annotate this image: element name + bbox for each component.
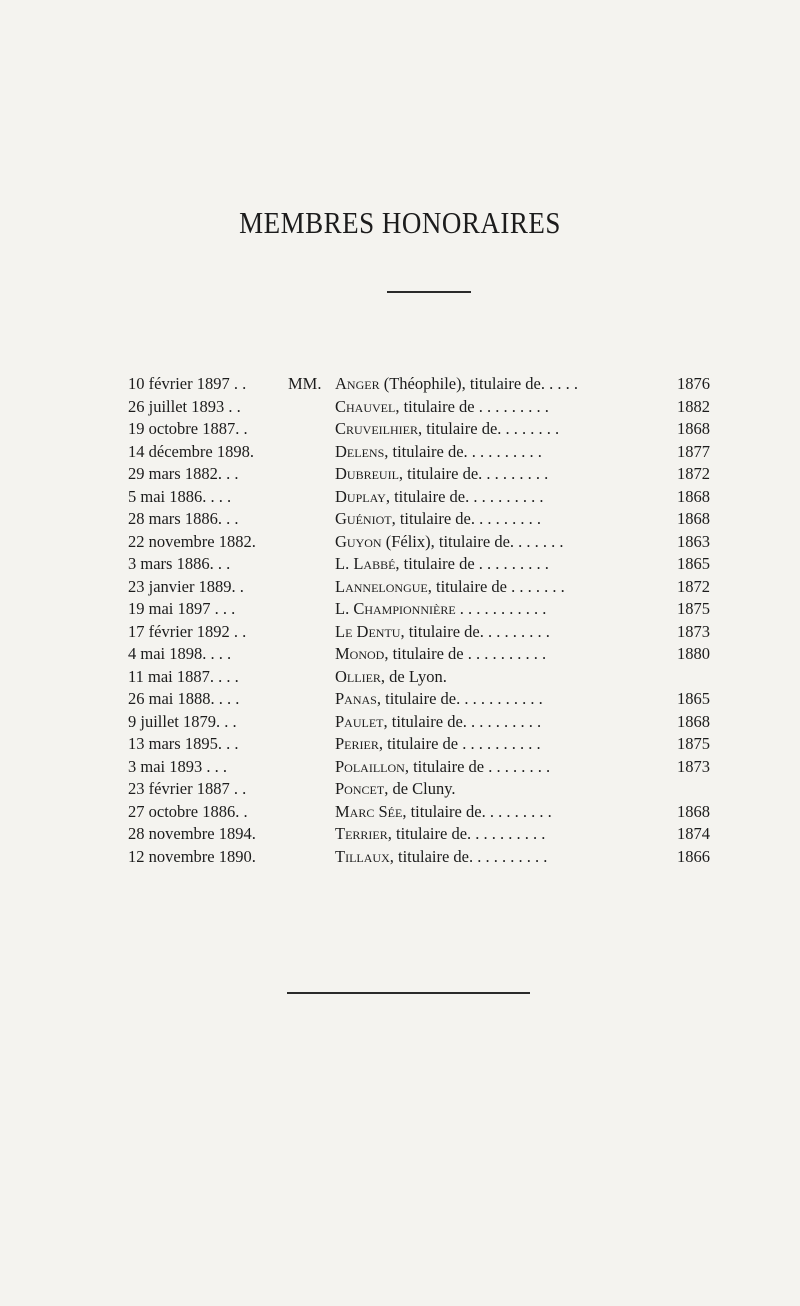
member-row [0,418,800,441]
member-detail: , titulaire de. . . . . . . . . [391,509,541,528]
member-year: 1876 [677,374,710,393]
member-date: 17 février 1892 . . [128,621,247,641]
member-row [0,373,800,396]
member-date: 3 mars 1886. . . [128,554,231,573]
member-detail: , de Cluny. [384,779,456,798]
member-row [0,486,800,509]
member-row [0,643,800,666]
member-year: 1874 [677,824,710,843]
member-name: Delens [335,441,385,461]
member-name: Duplay [335,486,386,506]
member-date: 12 novembre 1890. [128,846,256,866]
member-detail: . . . . . . . . . . . [455,599,547,618]
member-detail: , titulaire de. . . . . . . . . . [387,824,546,843]
member-row [0,396,800,419]
member-year: 1873 [677,756,710,776]
member-year: 1868 [677,711,710,731]
member-row [0,553,800,576]
member-row [0,778,800,801]
member-year: 1882 [677,396,710,416]
member-entry [335,733,673,755]
member-row [0,846,800,869]
member-entry [335,778,673,800]
member-date: 29 mars 1882. . . [128,464,239,483]
member-entry [335,711,673,733]
member-name: Polaillon [335,756,405,776]
member-name: Guéniot [335,509,392,528]
end-rule [287,992,530,994]
member-year: 1866 [677,846,710,866]
member-detail: , titulaire de. . . . . . . . . [398,464,549,483]
member-name: Dubreuil [335,464,399,483]
member-name: Marc Sée [335,801,403,821]
member-entry [335,441,673,463]
member-row [0,801,800,824]
member-name: Le Dentu [335,621,401,641]
member-row [0,463,800,486]
member-row [0,531,800,554]
member-entry [335,643,673,665]
member-year: 1868 [677,419,710,438]
member-name: L. Labbé [335,554,396,573]
members-list [0,373,800,868]
member-detail: , titulaire de . . . . . . . [427,576,565,596]
member-name: Perier [335,734,379,753]
member-row [0,823,800,846]
member-detail: , titulaire de. . . . . . . . . . . [376,689,543,708]
member-year: 1868 [677,486,710,506]
member-name: Poncet [335,779,385,798]
member-detail: , de Lyon. [380,666,447,686]
member-date: 27 octobre 1886. . [128,801,248,821]
member-date: 23 février 1887 . . [128,779,247,798]
honorific-prefix: MM. [288,374,322,393]
member-row [0,621,800,644]
member-entry [335,688,673,710]
member-date: 11 mai 1887. . . . [128,666,239,686]
member-detail: (Théophile), titulaire de. . . . . [379,374,578,393]
member-name: Lannelongue [335,576,428,596]
member-year: 1868 [677,509,710,528]
member-entry [335,553,673,575]
member-detail: , titulaire de. . . . . . . . . [400,621,550,641]
member-date: 26 juillet 1893 . . [128,396,241,416]
member-entry [335,756,673,778]
member-date: 22 novembre 1882. [128,531,256,551]
member-date: 19 mai 1897 . . . [128,599,236,618]
member-name: Ollier [335,666,381,686]
member-entry [335,531,673,553]
member-entry [335,486,673,508]
member-name: Panas [335,689,377,708]
member-row [0,598,800,621]
member-name: Cruveilhier [335,419,418,438]
member-detail: , titulaire de. . . . . . . . . . [384,441,542,461]
member-entry [335,823,673,845]
member-date: 23 janvier 1889. . [128,576,244,596]
member-name: Anger [335,374,380,393]
member-name: Guyon [335,531,382,551]
member-date: 19 octobre 1887. . [128,419,248,438]
member-date: 5 mai 1886. . . . [128,486,232,506]
member-row [0,441,800,464]
member-entry [335,396,673,418]
member-entry [335,598,673,620]
member-name: Monod [335,644,385,663]
member-entry [335,801,673,823]
member-year: 1865 [677,554,710,573]
member-year: 1872 [677,464,710,483]
member-entry [335,621,673,643]
member-row [0,711,800,734]
member-year: 1877 [677,441,710,461]
member-row [0,576,800,599]
member-year: 1872 [677,576,710,596]
member-date: 3 mai 1893 . . . [128,756,227,776]
member-entry [335,373,673,395]
member-detail: (Félix), titulaire de. . . . . . . [381,531,564,551]
member-entry [335,666,673,688]
title-rule [387,291,471,293]
member-detail: , titulaire de . . . . . . . . [404,756,551,776]
member-row [0,756,800,779]
member-name: Tillaux [335,846,390,866]
member-entry [335,508,673,530]
member-entry [335,463,673,485]
member-year: 1873 [677,621,710,641]
member-detail: , titulaire de. . . . . . . . . . [389,846,548,866]
member-detail: , titulaire de. . . . . . . . [418,419,560,438]
member-year: 1880 [677,644,710,663]
member-detail: , titulaire de . . . . . . . . . [395,396,549,416]
member-detail: , titulaire de. . . . . . . . . . [383,711,542,731]
member-detail: , titulaire de . . . . . . . . . . [384,644,547,663]
member-date: 4 mai 1898. . . . [128,644,232,663]
member-name: Chauvel [335,396,396,416]
member-row [0,666,800,689]
member-year: 1863 [677,531,710,551]
member-entry [335,846,673,868]
member-detail: , titulaire de. . . . . . . . . [402,801,552,821]
member-detail: , titulaire de . . . . . . . . . . [378,734,541,753]
member-entry [335,576,673,598]
member-date: 13 mars 1895. . . [128,734,239,753]
member-detail: , titulaire de . . . . . . . . . [395,554,549,573]
member-name: Terrier [335,824,388,843]
member-entry [335,418,673,440]
member-date: 14 décembre 1898. [128,441,254,461]
member-date: 28 novembre 1894. [128,824,256,843]
member-detail: , titulaire de. . . . . . . . . . [385,486,544,506]
member-date: 10 février 1897 . . [128,374,247,393]
member-year: 1868 [677,801,710,821]
member-year: 1875 [677,734,710,753]
member-row [0,508,800,531]
member-row [0,688,800,711]
member-date: 26 mai 1888. . . . [128,689,240,708]
member-date: 9 juillet 1879. . . [128,711,237,731]
member-row [0,733,800,756]
member-name: Paulet [335,711,384,731]
page-title: MEMBRES HONORAIRES [239,206,561,240]
member-year: 1865 [677,689,710,708]
member-year: 1875 [677,599,710,618]
member-name: L. Championnière [335,599,456,618]
member-date: 28 mars 1886. . . [128,509,239,528]
